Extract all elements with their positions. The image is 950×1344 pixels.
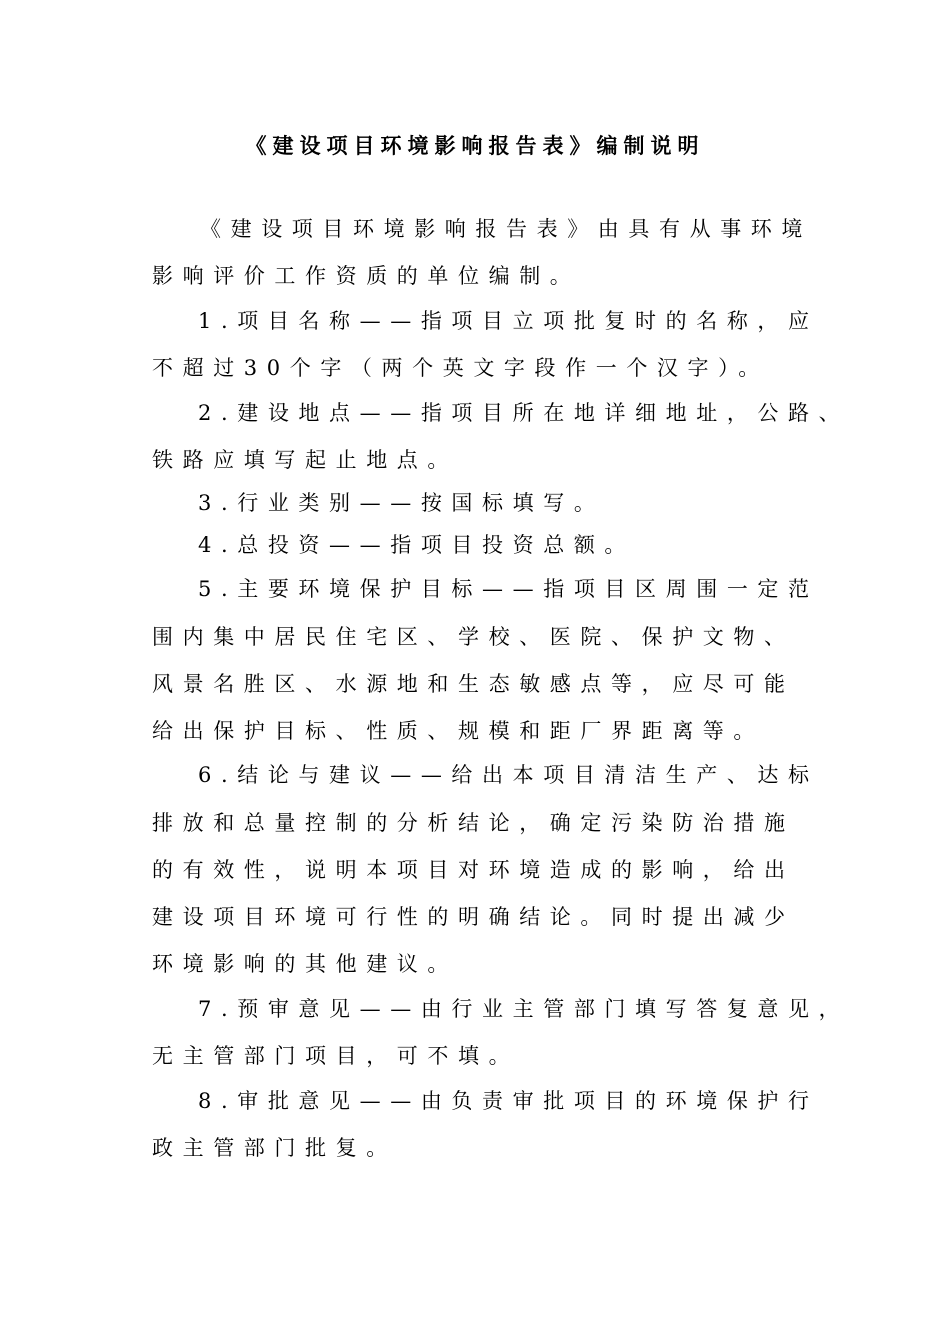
text-line: 环境影响的其他建议。 [152,952,458,976]
text-line: 4.总投资——指项目投资总额。 [198,533,636,557]
text-line: 6.结论与建议——给出本项目清洁生产、达标 [198,763,819,787]
text-line: 建设项目环境可行性的明确结论。同时提出减少 [152,905,795,929]
text-line: 风景名胜区、水源地和生态敏感点等，应尽可能 [152,672,795,696]
text-line: 5.主要环境保护目标——指项目区周围一定范 [198,577,819,601]
text-line: 无主管部门项目，可不填。 [152,1044,520,1068]
text-line: 政主管部门批复。 [152,1136,397,1160]
page-title: 《建设项目环境影响报告表》编制说明 [245,133,705,158]
text-line: 1.项目名称——指项目立项批复时的名称，应 [198,309,819,333]
text-line: 2.建设地点——指项目所在地详细地址，公路、 [198,401,850,425]
text-line: 《建设项目环境影响报告表》由具有从事环境 [200,217,812,241]
text-line: 8.审批意见——由负责审批项目的环境保护行 [198,1089,819,1113]
text-line: 给出保护目标、性质、规模和距厂界距离等。 [152,719,764,743]
text-line: 不超过30个字（两个英文字段作一个汉字）。 [152,356,769,380]
text-line: 3.行业类别——按国标填写。 [198,491,605,515]
text-line: 影响评价工作资质的单位编制。 [152,264,581,288]
text-line: 铁路应填写起止地点。 [152,448,458,472]
text-line: 排放和总量控制的分析结论，确定污染防治措施 [152,811,795,835]
text-line: 围内集中居民住宅区、学校、医院、保护文物、 [152,625,795,649]
text-line: 7.预审意见——由行业主管部门填写答复意见， [198,997,850,1021]
text-line: 的有效性，说明本项目对环境造成的影响，给出 [152,858,795,882]
